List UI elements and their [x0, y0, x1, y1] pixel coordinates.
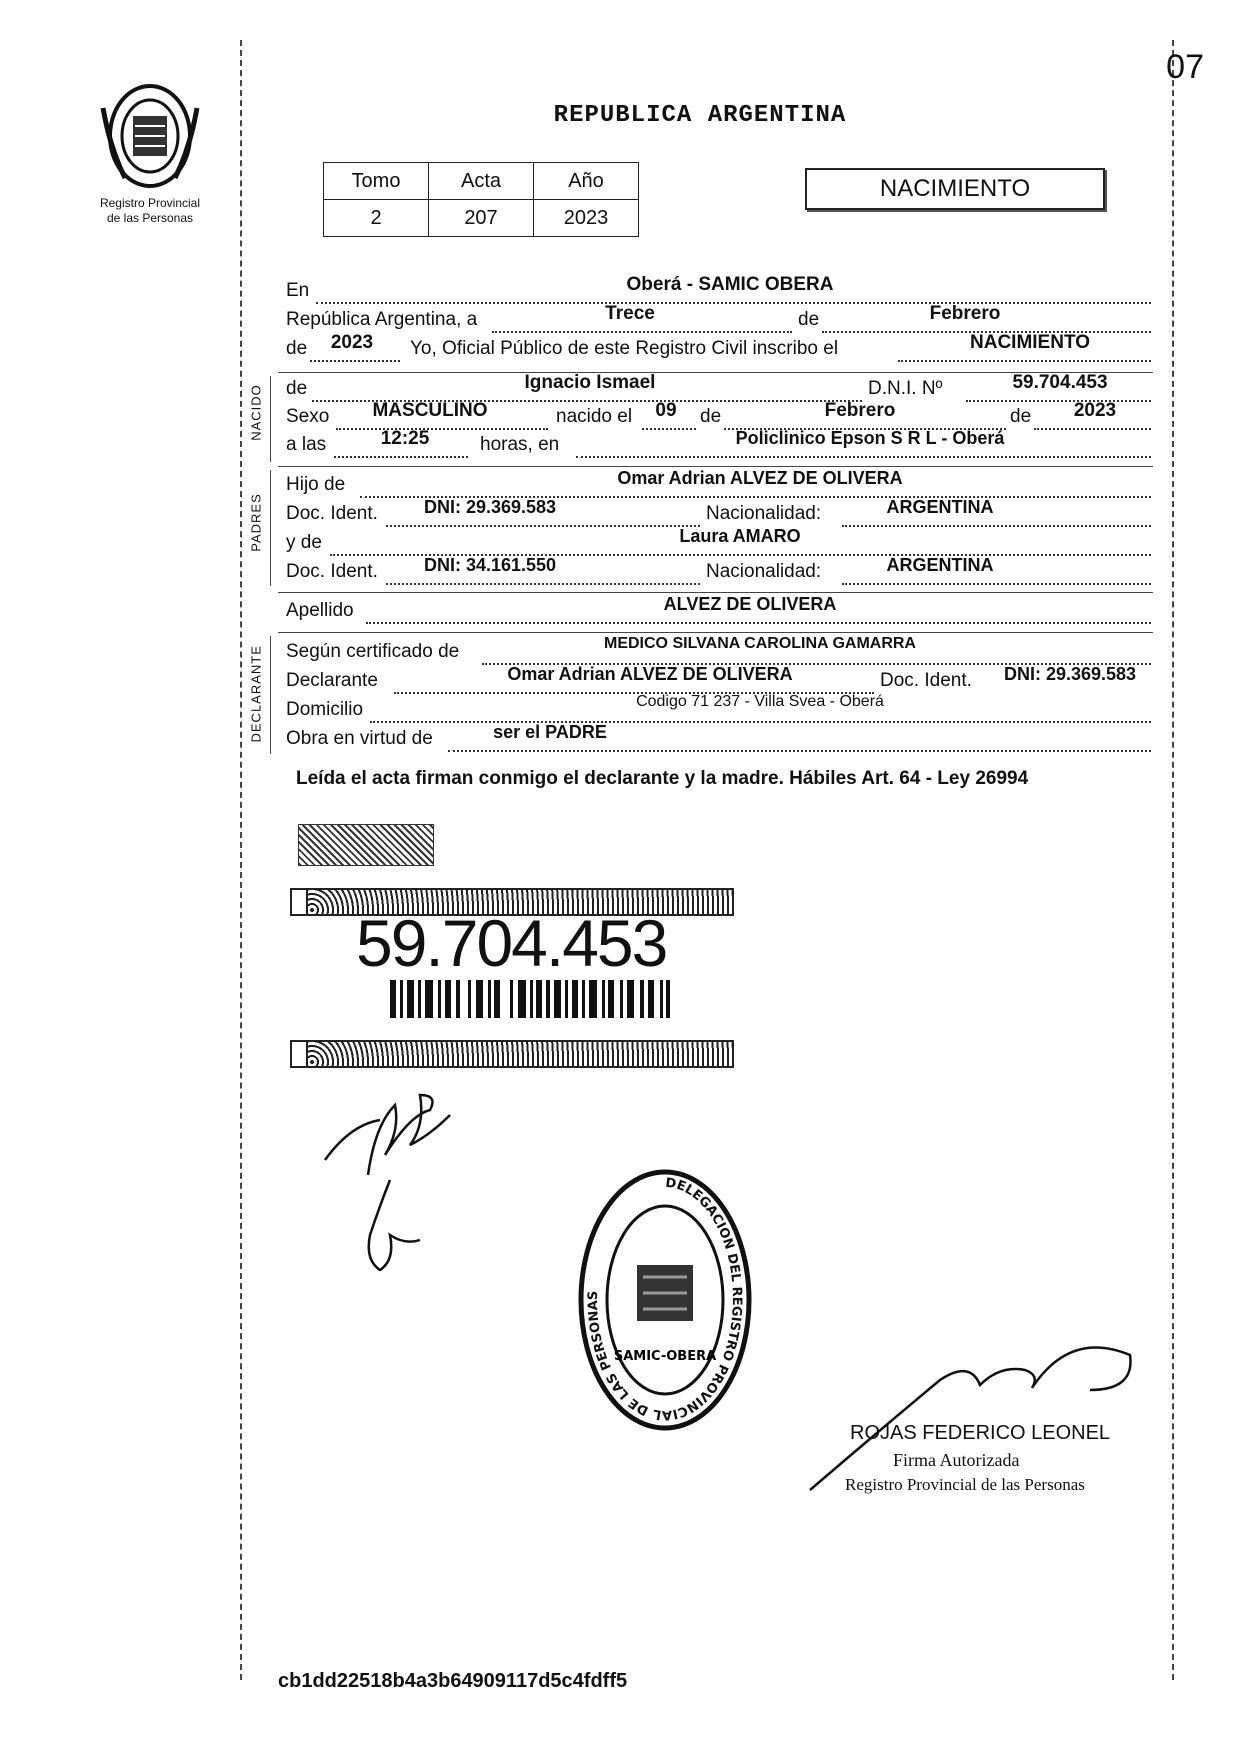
dotted-line — [576, 456, 1151, 458]
document-title: REPUBLICA ARGENTINA — [553, 102, 847, 129]
label-de-anio: de — [286, 338, 308, 359]
value-nombre: Ignacio Ismael — [524, 372, 656, 393]
security-mini-stamp — [298, 824, 434, 866]
label-domicilio: Domicilio — [286, 699, 364, 720]
label-a-las: a las — [286, 434, 327, 455]
label-en: En — [286, 280, 310, 301]
section-bracket — [270, 470, 271, 586]
dotted-line — [334, 456, 468, 458]
logo-caption-line1: Registro Provincial — [99, 196, 201, 210]
label-doc-ident-declarante: Doc. Ident. — [880, 670, 972, 691]
label-inscribo: Yo, Oficial Público de este Registro Civil inscribo el — [410, 338, 839, 359]
value-anio: 2023 — [534, 200, 639, 237]
dotted-line — [842, 525, 1151, 527]
closing-note: Leída el acta firman conmigo el declarante y la madre. Hábiles Art. 64 - Ley 26994 — [296, 768, 1029, 789]
dotted-line — [366, 622, 1151, 624]
section-divider — [278, 632, 1153, 633]
section-divider — [278, 466, 1153, 467]
security-band-bottom — [290, 1040, 734, 1068]
header-tomo: Tomo — [324, 163, 429, 200]
signatory-office: Registro Provincial de las Personas — [845, 1475, 1085, 1494]
dotted-line — [842, 583, 1151, 585]
value-madre: Laura AMARO — [679, 526, 801, 546]
seal-ring-text: DELEGACION DEL REGISTRO PROVINCIAL DE LAS PERSONAS — [585, 1175, 744, 1423]
registry-logo — [88, 78, 212, 225]
label-de-nac-anio: de — [1010, 406, 1032, 427]
label-declarante: Declarante — [286, 670, 378, 691]
dotted-line — [448, 750, 1151, 752]
dotted-line — [898, 360, 1151, 362]
value-dia: Trece — [605, 303, 655, 324]
side-label-nacido: NACIDO — [248, 384, 264, 441]
logo-caption-line2: de las Personas — [106, 211, 194, 225]
value-padre-doc: DNI: 29.369.583 — [423, 497, 557, 517]
label-nacionalidad-madre: Nacionalidad: — [706, 561, 822, 582]
value-nac-mes: Febrero — [824, 400, 896, 421]
value-apellido: ALVEZ DE OLIVERA — [663, 594, 837, 614]
value-lugar: Oberá - SAMIC OBERA — [626, 274, 834, 295]
value-madre-doc: DNI: 34.161.550 — [423, 555, 557, 575]
label-republica: República Argentina, a — [286, 309, 478, 330]
dotted-line — [386, 583, 700, 585]
declarant-signature-icon — [320, 1085, 480, 1285]
label-dni: D.N.I. Nº — [868, 378, 943, 399]
value-nac-dia: 09 — [655, 400, 677, 421]
value-sexo: MASCULINO — [372, 400, 488, 421]
value-certificado: MEDICO SILVANA CAROLINA GAMARRA — [604, 635, 916, 652]
value-domicilio: Codigo 71 237 - Villa Svea - Oberá — [636, 693, 884, 710]
label-horas-en: horas, en — [480, 434, 560, 455]
label-doc-ident-padre: Doc. Ident. — [286, 503, 378, 524]
seal-center-text: SAMIC-OBERA — [613, 1349, 717, 1364]
value-padre: Omar Adrian ALVEZ DE OLIVERA — [617, 468, 903, 488]
right-margin-line — [1172, 40, 1174, 1680]
stamped-dni-number: 59.704.453 — [356, 906, 667, 980]
side-label-declarante: DECLARANTE — [248, 645, 264, 743]
label-sexo: Sexo — [286, 406, 330, 427]
value-declarante: Omar Adrian ALVEZ DE OLIVERA — [507, 664, 793, 684]
record-type-box: NACIMIENTO — [805, 168, 1105, 210]
barcode — [390, 980, 670, 1018]
header-acta: Acta — [429, 163, 534, 200]
value-mes: Febrero — [929, 303, 1001, 324]
register-table — [323, 162, 639, 237]
header-anio: Año — [534, 163, 639, 200]
value-madre-nacionalidad: ARGENTINA — [886, 555, 994, 575]
value-nac-anio: 2023 — [1073, 400, 1117, 421]
label-apellido: Apellido — [286, 600, 354, 621]
value-tipo: NACIMIENTO — [970, 332, 1090, 353]
label-y-de: y de — [286, 532, 322, 553]
section-divider — [278, 592, 1153, 593]
value-tomo: 2 — [324, 200, 429, 237]
value-virtud: ser el PADRE — [493, 722, 607, 742]
label-doc-ident-madre: Doc. Ident. — [286, 561, 378, 582]
value-anio: 2023 — [330, 332, 374, 353]
label-nacido-el: nacido el — [556, 406, 633, 427]
label-de-nac-mes: de — [700, 406, 722, 427]
official-seal — [575, 1165, 755, 1435]
label-de-nombre: de — [286, 378, 308, 399]
section-bracket — [270, 636, 271, 754]
signatory-name: ROJAS FEDERICO LEONEL — [850, 1422, 1111, 1444]
label-nacionalidad-padre: Nacionalidad: — [706, 503, 822, 524]
label-obra-en-virtud: Obra en virtud de — [286, 728, 433, 749]
value-lugar-nacimiento: Policlinico Epson S R L - Oberá — [735, 428, 1005, 448]
page-number: 07 — [1166, 48, 1204, 86]
dotted-line — [492, 331, 792, 333]
value-declarante-doc: DNI: 29.369.583 — [1003, 664, 1137, 684]
label-segun-certificado: Según certificado de — [286, 641, 460, 662]
value-acta: 207 — [429, 200, 534, 237]
label-hijo-de: Hijo de — [286, 474, 346, 495]
document-hash: cb1dd22518b4a3b64909117d5c4fdff5 — [278, 1670, 628, 1692]
value-padre-nacionalidad: ARGENTINA — [886, 497, 994, 517]
label-de-mes: de — [798, 309, 820, 330]
value-dni: 59.704.453 — [1012, 372, 1108, 393]
dotted-line — [310, 360, 400, 362]
provincial-emblem-icon — [95, 78, 205, 190]
signatory-title: Firma Autorizada — [893, 1450, 1020, 1470]
side-label-padres: PADRES — [248, 493, 264, 552]
value-hora: 12:25 — [380, 428, 430, 449]
left-margin-line — [240, 40, 242, 1680]
official-signature-icon — [800, 1310, 1140, 1500]
section-bracket — [270, 376, 271, 462]
